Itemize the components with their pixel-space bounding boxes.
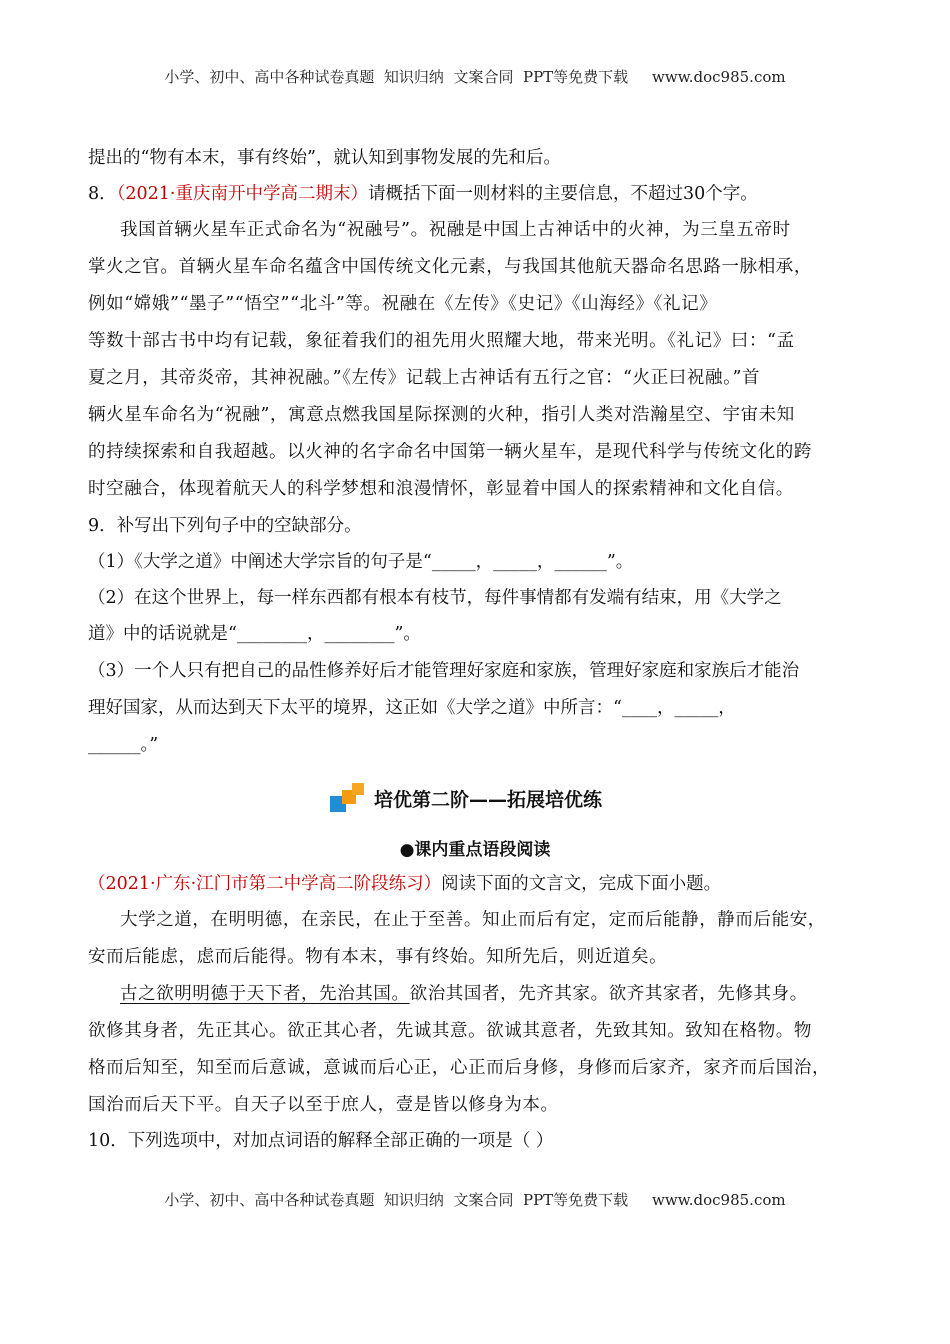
- q9-line: 道》中的话说就是“________，________”。: [88, 624, 421, 644]
- reading-source: （2021·广东·江门市第二中学高二阶段练习）: [88, 874, 442, 894]
- q9-line: （3）一个人只有把自己的品性修养好后才能管理好家庭和家族，管理好家庭和家族后才能治: [88, 661, 800, 681]
- page-footer: 小学、初中、高中各种试卷真题 知识归纳 文案合同 PPT等免费下载 www.doc985.com: [164, 1191, 786, 1209]
- reading-p2-first-line: [120, 982, 808, 1006]
- question-10: 10．下列选项中，对加点词语的解释全部正确的一项是（ ）: [88, 1131, 554, 1151]
- q8-passage-line: 时空融合，体现着航天人的科学梦想和浪漫情怀，彰显着中国人的探索精神和文化自信。: [88, 479, 794, 499]
- reading-p2-first-rest: 欲治其国者，先齐其家。欲齐其家者，先修其身。: [409, 984, 808, 1004]
- underlined-sentence: 古之欲明明德于天下者，先治其国。: [120, 984, 410, 1004]
- question-8: [88, 182, 758, 206]
- q8-passage-line: 辆火星车命名为“祝融”，寓意点燃我国星际探测的火种，指引人类对浩瀚星空、宇宙未知: [88, 405, 795, 425]
- section-title: 培优第二阶——拓展培优练: [374, 788, 603, 811]
- q9-line: （1）《大学之道》中阐述大学宗旨的句子是“_____，_____，______”。: [88, 552, 634, 572]
- reading-p1-line: 安而后能虑，虑而后能得。物有本末，事有终始。知所先后，则近道矣。: [88, 947, 668, 967]
- page-header: 小学、初中、高中各种试卷真题 知识归纳 文案合同 PPT等免费下载 www.doc985.com: [164, 68, 786, 86]
- q8-passage-line: 的持续探索和自我超越。以火神的名字命名中国第一辆火星车，是现代科学与传统文化的跨: [88, 442, 812, 462]
- q9-line: 理好国家，从而达到天下太平的境界，这正如《大学之道》中所言：“____，_____，: [88, 698, 736, 718]
- q8-number: 8．: [88, 184, 117, 204]
- reading-prompt: 阅读下面的文言文，完成下面小题。: [441, 874, 722, 894]
- reading-p2-line: 欲修其身者，先正其心。欲正其心者，先诚其意。欲诚其意者，先致其知。致知在格物。物: [88, 1021, 812, 1041]
- reading-p2-line: 格而后知至，知至而后意诚，意诚而后心正，心正而后身修，身修而后家齐，家齐而后国治，: [88, 1058, 831, 1078]
- reading-intro: [88, 872, 721, 896]
- q8-source: （2021·重庆南开中学高二期末）: [116, 184, 368, 204]
- q8-passage-line: 夏之月，其帝炎帝，其神祝融。”《左传》记载上古神话有五行之官：“火正曰祝融。”首: [88, 368, 761, 388]
- reading-p2-line: 国治而后天下平。自天子以至于庶人，壹是皆以修身为本。: [88, 1095, 559, 1115]
- section-heading: [330, 778, 602, 818]
- reading-p1-line: 大学之道，在明明德，在亲民，在止于至善。知止而后有定，定而后能静，静而后能安，: [120, 910, 826, 930]
- q9-line: （2）在这个世界上，每一样东西都有根本有枝节，每件事情都有发端有结束，用《大学之: [88, 588, 782, 608]
- section-subtitle: ●课内重点语段阅读: [399, 840, 551, 860]
- q9-title: 9．补写出下列句子中的空缺部分。: [88, 516, 362, 536]
- q9-line: ______。”: [88, 735, 159, 755]
- q8-passage-line: 我国首辆火星车正式命名为“祝融号”。祝融是中国上古神话中的火神，为三皇五帝时: [120, 220, 791, 240]
- q8-passage-line: 例如“嫦娥”“墨子”“悟空”“北斗”等。祝融在《左传》《史记》《山海经》《礼记》: [88, 294, 718, 314]
- q8-passage-line: 等数十部古书中均有记载，象征着我们的祖先用火照耀大地，带来光明。《礼记》曰：“孟: [88, 331, 795, 351]
- q8-prompt: 请概括下面一则材料的主要信息，不超过30个字。: [368, 184, 758, 204]
- intro-line: 提出的“物有本末，事有终始”，就认知到事物发展的先和后。: [88, 148, 561, 168]
- q8-passage-line: 掌火之官。首辆火星车命名蕴含中国传统文化元素，与我国其他航天器命名思路一脉相承，: [88, 257, 812, 277]
- section-logo-icon: [330, 780, 368, 816]
